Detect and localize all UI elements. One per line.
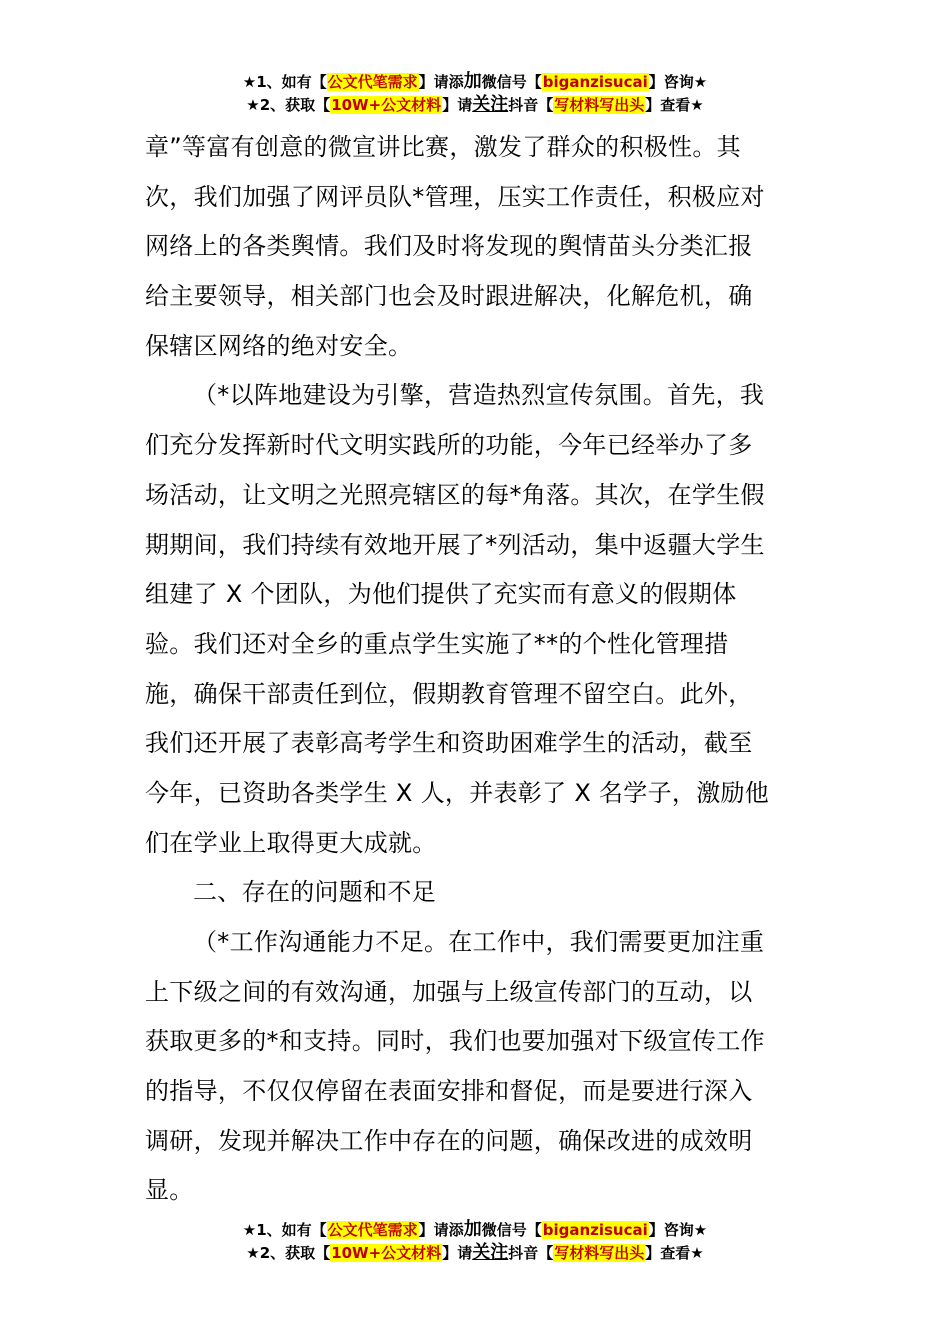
banner-text: 】咨询★ [648, 1221, 708, 1239]
banner-highlight: 写材料写出头 [554, 96, 645, 114]
banner-text: 】请添 [418, 1221, 464, 1239]
banner-highlight: 写材料写出头 [554, 1244, 645, 1262]
banner-text: 关注 [472, 1242, 509, 1263]
banner-text: 】查看★ [645, 96, 704, 114]
banner-text: 】咨询★ [648, 73, 708, 91]
banner-highlight: 公文代笔需求 [327, 1221, 418, 1239]
text-line: 们充分发挥新时代文明实践所的功能，今年已经举办了多 [145, 431, 753, 460]
text-line: 网络上的各类舆情。我们及时将发现的舆情苗头分类汇报 [145, 232, 753, 261]
banner-text: 抖音【 [508, 96, 554, 114]
banner-text: ★2、获取【 [246, 96, 331, 114]
text-line: 章”等富有创意的微宣讲比赛，激发了群众的积极性。其 [145, 133, 741, 161]
text-line: 显。 [145, 1176, 194, 1205]
text-line: 给主要领导，相关部门也会及时跟进解决，化解危机，确 [145, 282, 753, 311]
banner-text: ★2、获取【 [246, 1244, 331, 1262]
paragraph-start-line: （*工作沟通能力不足。在工作中，我们需要更加注重 [193, 928, 765, 956]
text-line: 验。我们还对全乡的重点学生实施了**的个性化管理措 [145, 629, 729, 658]
banner-text: 关注 [472, 94, 509, 115]
banner-text: 加 [463, 71, 482, 92]
banner-text: 微信号【 [481, 73, 542, 91]
text-line: 的指导，不仅仅停留在表面安排和督促，而是要进行深入 [145, 1077, 753, 1106]
text-line: 期期间，我们持续有效地开展了*列活动，集中返疆大学生 [145, 530, 765, 559]
header-banner [0, 70, 950, 116]
banner-highlight: 10W+公文材料 [331, 1244, 442, 1262]
banner-highlight: 公文代笔需求 [327, 73, 418, 91]
text-line: 次，我们加强了网评员队*管理，压实工作责任，积极应对 [145, 182, 765, 211]
text-line: 保辖区网络的绝对安全。 [145, 331, 413, 360]
banner-text: 】查看★ [645, 1244, 704, 1262]
footer-banner [0, 1218, 950, 1264]
banner-line-1 [0, 1218, 950, 1241]
text-line: 获取更多的*和支持。同时，我们也要加强对下级宣传工作 [145, 1027, 765, 1056]
text-line: 上下级之间的有效沟通，加强与上级宣传部门的互动，以 [145, 977, 753, 1006]
text-line: 调研，发现并解决工作中存在的问题，确保改进的成效明 [145, 1126, 753, 1155]
banner-line-2 [0, 1241, 950, 1264]
banner-text: ★1、如有【 [242, 73, 327, 91]
banner-text: 】请添 [418, 73, 464, 91]
banner-text: 】请 [442, 1244, 473, 1262]
text-line: 今年，已资助各类学生 X 人，并表彰了 X 名学子，激励他 [145, 778, 770, 807]
banner-text: 抖音【 [508, 1244, 554, 1262]
banner-line-2 [0, 93, 950, 116]
document-body [145, 123, 810, 1216]
banner-text: 加 [463, 1219, 482, 1240]
banner-highlight: biganzisucai [542, 73, 648, 91]
text-line: 我们还开展了表彰高考学生和资助困难学生的活动，截至 [145, 729, 753, 758]
banner-highlight: biganzisucai [542, 1221, 648, 1239]
text-line: 们在学业上取得更大成就。 [145, 828, 437, 857]
banner-text: 微信号【 [481, 1221, 542, 1239]
banner-text: ★1、如有【 [242, 1221, 327, 1239]
text-line: 场活动，让文明之光照亮辖区的每*角落。其次，在学生假 [145, 480, 765, 509]
banner-text: 】请 [442, 96, 473, 114]
text-line: 施，确保干部责任到位，假期教育管理不留空白。此外， [145, 679, 753, 708]
banner-line-1 [0, 70, 950, 93]
text-line: 组建了 X 个团队，为他们提供了充实而有意义的假期体 [145, 580, 737, 609]
banner-highlight: 10W+公文材料 [331, 96, 442, 114]
section-heading: 二、存在的问题和不足 [193, 878, 436, 907]
paragraph-start-line: （*以阵地建设为引擎，营造热烈宣传氛围。首先，我 [193, 381, 765, 410]
